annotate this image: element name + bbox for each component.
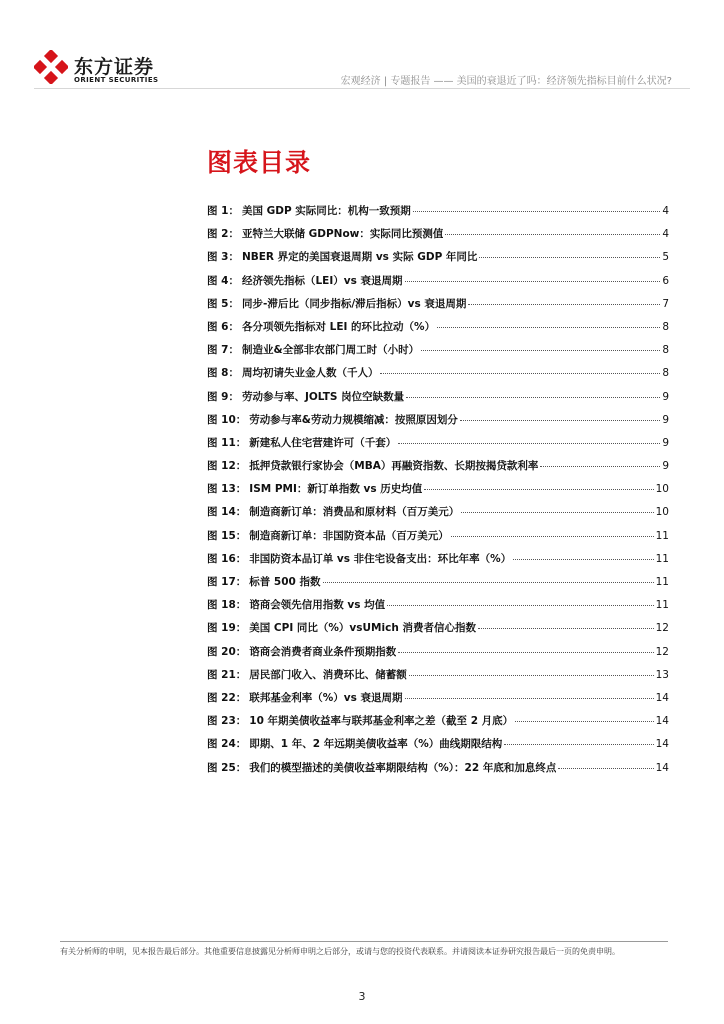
brand-name-cn: 东方证券 — [74, 56, 155, 78]
toc-entry[interactable] — [207, 342, 669, 365]
toc-dot-leader — [323, 582, 654, 583]
toc-dot-leader — [437, 327, 660, 328]
toc-entry-label: 新建私人住宅营建许可（千套） — [249, 436, 397, 449]
toc-entry-number: 图 20： — [207, 645, 247, 658]
toc-dot-leader — [558, 768, 653, 769]
toc-entry[interactable] — [207, 319, 669, 342]
toc-entry-number: 图 1： — [207, 205, 239, 217]
toc-entry[interactable] — [207, 760, 669, 783]
toc-entry-number: 图 4： — [207, 274, 239, 287]
toc-entry-page: 9 — [662, 390, 669, 403]
toc-entry-page: 6 — [662, 274, 669, 287]
toc-entry[interactable] — [207, 504, 669, 527]
toc-entry-page: 10 — [655, 483, 669, 496]
toc-entry-number: 图 11： — [207, 436, 247, 449]
toc-entry-number: 图 24： — [207, 738, 247, 751]
toc-entry[interactable] — [207, 226, 669, 249]
toc-dot-leader — [398, 652, 653, 653]
toc-entry[interactable] — [207, 365, 669, 388]
toc-entry[interactable] — [207, 249, 669, 272]
toc-dot-leader — [478, 628, 654, 629]
toc-entry-number: 图 21： — [207, 668, 247, 681]
toc-entry-label: 谘商会消费者商业条件预期指数 — [249, 645, 397, 658]
toc-entry-label: 居民部门收入、消费环比、储蓄额 — [249, 668, 407, 681]
toc-entry-number: 图 7： — [207, 344, 239, 357]
toc-entry[interactable] — [207, 667, 669, 690]
page-number: 3 — [358, 990, 366, 1003]
toc-entry-number: 图 16： — [207, 552, 247, 565]
toc-entry-number: 图 13： — [207, 483, 247, 496]
toc-entry[interactable] — [207, 481, 669, 504]
toc-entry-page: 13 — [655, 668, 669, 681]
toc-entry-page: 14 — [655, 738, 669, 751]
toc-dot-leader — [424, 489, 653, 490]
toc-entry-number: 图 23： — [207, 715, 247, 728]
toc-entry[interactable] — [207, 713, 669, 736]
toc-entry-page: 7 — [662, 297, 669, 310]
toc-list — [207, 203, 669, 783]
toc-entry-label: 美国 CPI 同比（%）vsUMich 消费者信心指数 — [249, 622, 476, 635]
toc-entry-number: 图 2： — [207, 228, 239, 241]
toc-entry[interactable] — [207, 551, 669, 574]
toc-entry-label: 制造业&全部非农部门周工时（小时） — [241, 344, 420, 357]
toc-entry-number: 图 14： — [207, 506, 247, 519]
toc-entry-label: 即期、1 年、2 年远期美债收益率（%）曲线期限结构 — [249, 738, 503, 751]
toc-dot-leader — [406, 397, 660, 398]
toc-entry-label: 我们的模型描述的美债收益率期限结构（%）：22 年底和加息终点 — [249, 761, 557, 774]
toc-entry-page: 8 — [662, 367, 669, 380]
toc-entry-label: ISM PMI：新订单指数 vs 历史均值 — [249, 483, 423, 496]
toc-entry-page: 11 — [655, 552, 669, 565]
toc-entry[interactable] — [207, 435, 669, 458]
toc-entry-page: 11 — [655, 576, 669, 588]
toc-entry-number: 图 3： — [207, 251, 239, 264]
toc-entry[interactable] — [207, 574, 669, 597]
toc-entry[interactable] — [207, 736, 669, 759]
toc-entry[interactable] — [207, 620, 669, 643]
toc-entry-label: 劳动参与率&劳动力规模缩减：按照原因划分 — [249, 413, 458, 426]
toc-entry-page: 9 — [662, 436, 669, 449]
toc-entry-number: 图 6： — [207, 320, 239, 333]
toc-entry-page: 14 — [655, 691, 669, 704]
footer-divider — [60, 941, 668, 942]
toc-entry-page: 4 — [662, 228, 669, 241]
toc-entry-number: 图 18： — [207, 599, 247, 612]
toc-entry-label: NBER 界定的美国衰退周期 vs 实际 GDP 年同比 — [241, 251, 478, 264]
toc-entry[interactable] — [207, 458, 669, 481]
toc-entry-number: 图 22： — [207, 691, 247, 704]
toc-entry-page: 11 — [655, 529, 669, 542]
toc-entry-label: 劳动参与率、JOLTS 岗位空缺数量 — [241, 390, 405, 403]
toc-dot-leader — [515, 721, 653, 722]
toc-dot-leader — [468, 304, 660, 305]
toc-dot-leader — [387, 605, 653, 606]
toc-entry-page: 9 — [662, 413, 669, 426]
toc-entry-label: 同步-滞后比（同步指标/滞后指标）vs 衰退周期 — [241, 297, 467, 310]
brand-logo — [34, 50, 184, 90]
toc-entry[interactable] — [207, 597, 669, 620]
toc-entry-number: 图 17： — [207, 576, 247, 588]
toc-entry-page: 14 — [655, 761, 669, 774]
toc-entry-label: 联邦基金利率（%）vs 衰退周期 — [249, 691, 403, 704]
toc-entry-label: 10 年期美债收益率与联邦基金利率之差（截至 2 月底） — [249, 715, 514, 728]
toc-dot-leader — [460, 420, 660, 421]
toc-entry[interactable] — [207, 273, 669, 296]
toc-entry-label: 制造商新订单：消费品和原材料（百万美元） — [249, 506, 460, 519]
toc-entry-label: 美国 GDP 实际同比：机构一致预期 — [241, 205, 411, 217]
toc-title: 图表目录 — [207, 148, 312, 177]
toc-entry[interactable] — [207, 690, 669, 713]
toc-dot-leader — [504, 744, 653, 745]
toc-entry-number: 图 5： — [207, 297, 239, 310]
footer-disclaimer: 有关分析师的申明，见本报告最后部分。其他重要信息披露见分析师申明之后部分，或请与您的投资代表联系。并请阅读本证券研究报告最后一页的免责申明。 — [60, 947, 620, 956]
toc-entry-page: 8 — [662, 344, 669, 357]
toc-entry-label: 抵押贷款银行家协会（MBA）再融资指数、长期按揭贷款利率 — [249, 460, 539, 473]
toc-entry-number: 图 19： — [207, 622, 247, 635]
toc-entry-label: 非国防资本品订单 vs 非住宅设备支出：环比年率（%） — [249, 552, 512, 565]
toc-entry-page: 9 — [662, 460, 669, 473]
toc-entry-number: 图 25： — [207, 761, 247, 774]
toc-entry-page: 12 — [655, 645, 669, 658]
toc-dot-leader — [413, 211, 661, 212]
toc-entry-page: 4 — [662, 205, 669, 217]
toc-entry-label: 周均初请失业金人数（千人） — [241, 367, 379, 380]
toc-entry[interactable] — [207, 296, 669, 319]
toc-dot-leader — [513, 559, 653, 560]
toc-dot-leader — [461, 512, 653, 513]
toc-entry[interactable] — [207, 389, 669, 412]
toc-dot-leader — [445, 234, 660, 235]
toc-dot-leader — [405, 698, 654, 699]
toc-dot-leader — [409, 675, 654, 676]
toc-entry-label: 亚特兰大联储 GDPNow：实际同比预测值 — [241, 228, 444, 241]
toc-entry-label: 制造商新订单：非国防资本品（百万美元） — [249, 529, 449, 542]
toc-dot-leader — [479, 257, 660, 258]
toc-entry-label: 谘商会领先信用指数 vs 均值 — [249, 599, 386, 612]
toc-dot-leader — [380, 373, 660, 374]
toc-entry[interactable] — [207, 412, 669, 435]
toc-entry-page: 14 — [655, 715, 669, 728]
toc-entry-number: 图 12： — [207, 460, 247, 473]
toc-entry[interactable] — [207, 203, 669, 226]
toc-entry-number: 图 9： — [207, 390, 239, 403]
report-breadcrumb: 宏观经济 | 专题报告 —— 美国的衰退近了吗：经济领先指标目前什么状况? — [340, 76, 672, 87]
toc-entry[interactable] — [207, 644, 669, 667]
toc-dot-leader — [405, 281, 661, 282]
toc-entry-page: 5 — [662, 251, 669, 264]
toc-entry-page: 12 — [655, 622, 669, 635]
toc-entry-page: 11 — [655, 599, 669, 612]
header-divider — [34, 88, 690, 89]
toc-dot-leader — [540, 466, 660, 467]
toc-entry-page: 10 — [655, 506, 669, 519]
toc-entry-label: 标普 500 指数 — [249, 576, 321, 588]
toc-entry[interactable] — [207, 528, 669, 551]
toc-entry-page: 8 — [662, 320, 669, 333]
toc-entry-number: 图 10： — [207, 413, 247, 426]
toc-dot-leader — [421, 350, 660, 351]
toc-entry-number: 图 8： — [207, 367, 239, 380]
orient-securities-logo-icon — [34, 50, 68, 84]
toc-entry-label: 各分项领先指标对 LEI 的环比拉动（%） — [241, 320, 436, 333]
toc-dot-leader — [451, 536, 654, 537]
toc-dot-leader — [398, 443, 660, 444]
toc-entry-number: 图 15： — [207, 529, 247, 542]
toc-entry-label: 经济领先指标（LEI）vs 衰退周期 — [241, 274, 403, 287]
brand-name-en: ORIENT SECURITIES — [74, 76, 159, 84]
